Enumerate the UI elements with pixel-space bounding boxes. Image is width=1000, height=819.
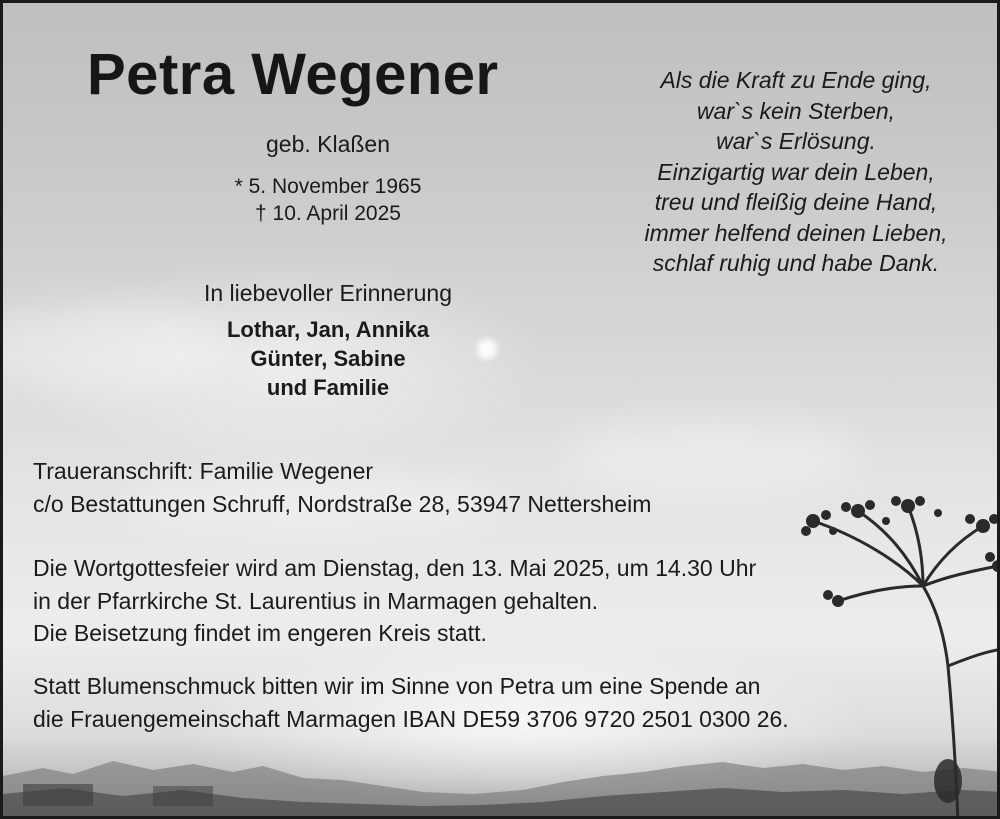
death-date: † 10. April 2025	[255, 202, 401, 225]
poem-line: immer helfend deinen Lieben,	[644, 219, 948, 246]
family-line: und Familie	[266, 375, 390, 400]
address-line: c/o Bestattungen Schruff, Nordstraße 28, 53947 Nettersheim	[33, 490, 652, 517]
poem	[611, 65, 981, 279]
memory-line: In liebevoller Erinnerung	[203, 280, 453, 306]
address-line: Traueranschrift: Familie Wegener	[33, 458, 374, 484]
birth-date: * 5. November 1965	[234, 175, 422, 198]
poem-line: war`s kein Sterben,	[696, 97, 896, 124]
family-line: Günter, Sabine	[250, 346, 406, 371]
donation-line: die Frauengemeinschaft Marmagen IBAN DE59 3706 9720 2501 0300 26.	[33, 705, 789, 732]
donation-info	[33, 670, 789, 735]
poem-line: war`s Erlösung.	[716, 128, 876, 154]
service-line: Die Wortgottesfeier wird am Dienstag, den 13. Mai 2025, um 14.30 Uhr	[33, 555, 757, 581]
mourning-address	[33, 455, 651, 520]
deceased-name: Petra Wegener	[87, 42, 499, 107]
poem-line: schlaf ruhig und habe Dank.	[652, 250, 940, 276]
family-signatures	[173, 315, 483, 402]
service-line: in der Pfarrkirche St. Laurentius in Marmagen gehalten.	[33, 587, 599, 614]
service-line: Die Beisetzung findet im engeren Kreis statt.	[33, 620, 487, 646]
service-info	[33, 552, 756, 650]
poem-line: treu und fleißig deine Hand,	[654, 189, 938, 215]
poem-line: Als die Kraft zu Ende ging,	[660, 67, 932, 93]
life-dates	[173, 173, 483, 227]
plant-silhouette	[798, 491, 1000, 819]
poem-line: Einzigartig war dein Leben,	[657, 158, 935, 185]
family-line: Lothar, Jan, Annika	[226, 317, 430, 342]
donation-line: Statt Blumenschmuck bitten wir im Sinne von Petra um eine Spende an	[33, 673, 761, 699]
maiden-name: geb. Klaßen	[265, 131, 391, 157]
